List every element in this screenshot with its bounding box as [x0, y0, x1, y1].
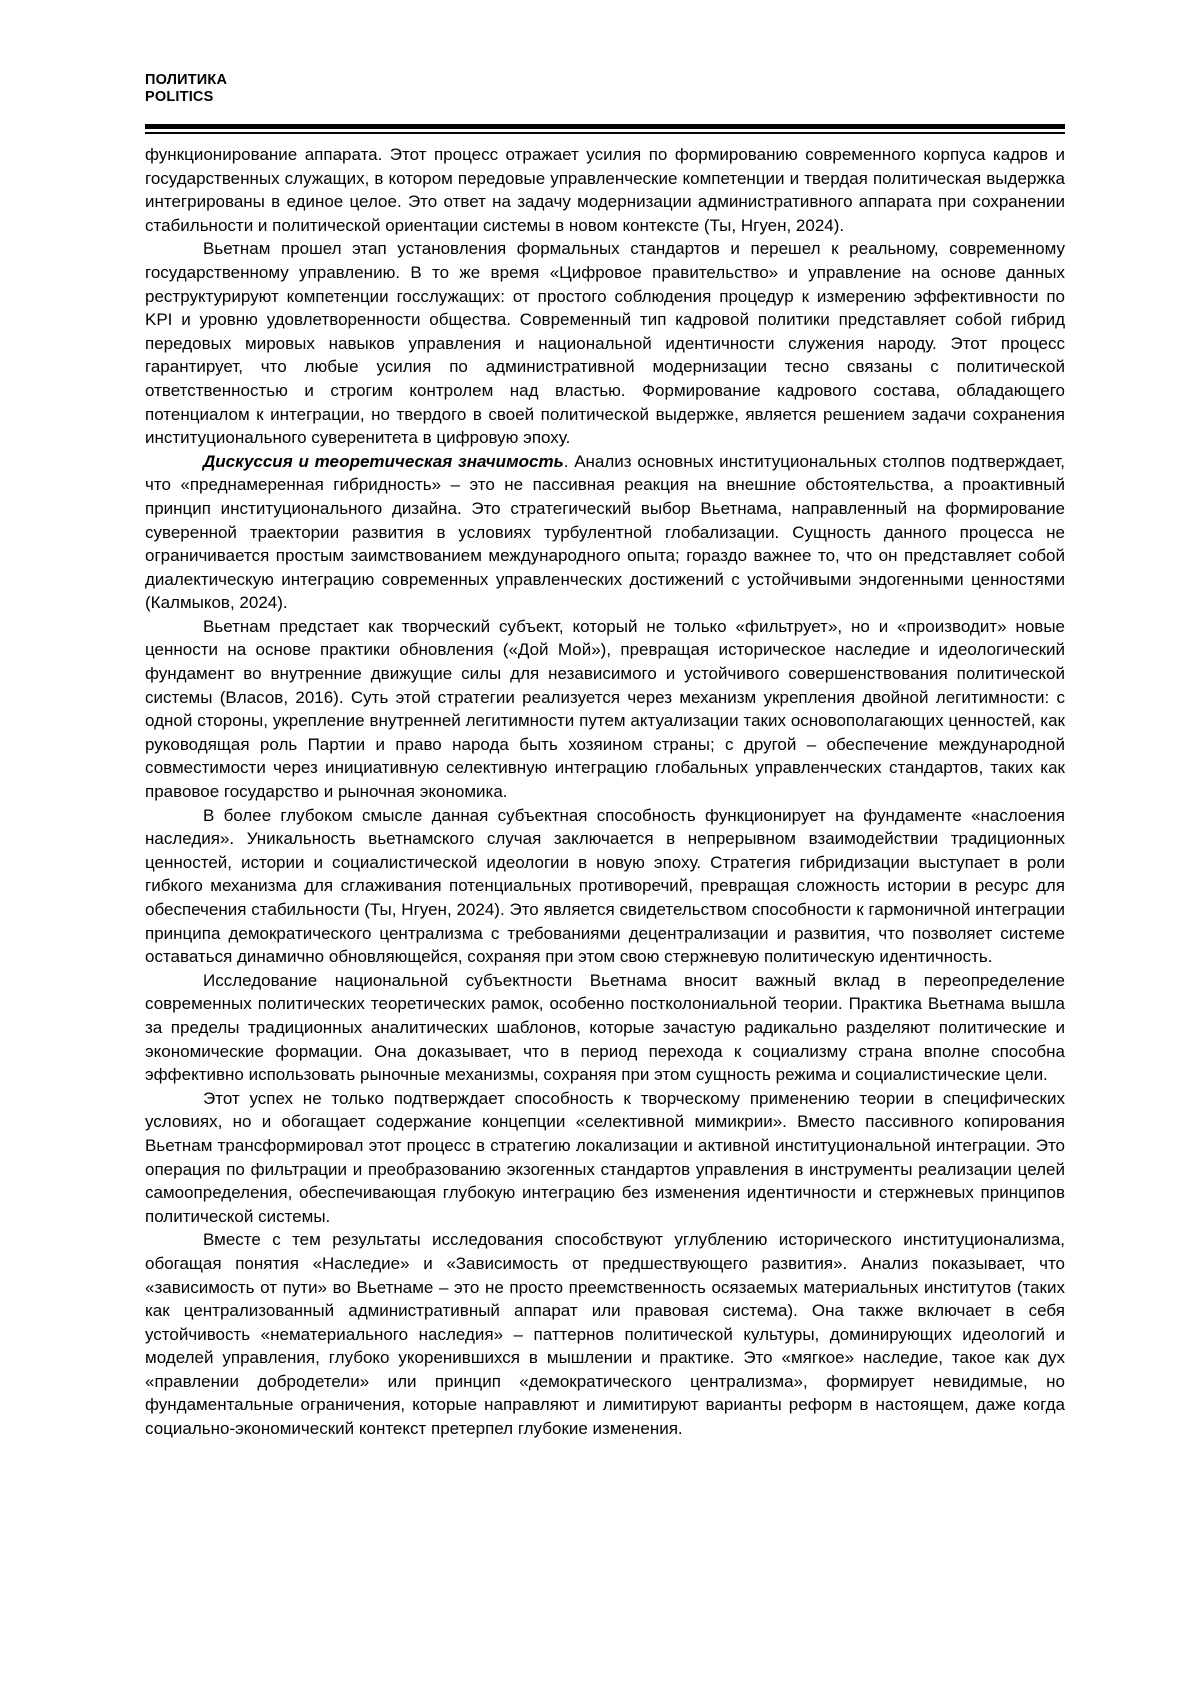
section-title-en: POLITICS [145, 89, 214, 105]
header-rule-thin [145, 132, 1065, 134]
paragraph: функционирование аппарата. Этот процесс отражает усилия по формированию современного корпуса кадров и государственных служащих, в котором передовые управленческие компетенции и твердая политическая выдержка интегрированы в единое целое. Это ответ на задачу модернизации административного аппарата при сохранении стабильности и политической ориентации системы в новом контексте (Ты, Нгуен, 2024). [145, 145, 1065, 235]
paragraph: Исследование национальной субъектности Вьетнама вносит важный вклад в переопределение современных политических теоретических рамок, особенно постколониальной теории. Практика Вьетнама вышла за пределы традиционных аналитических шаблонов, которые зачастую радикально разделяют политические и экономические формации. Она доказывает, что в период перехода к социализму страна вполне способна эффективно использовать рыночные механизмы, сохраняя при этом сущность режима и социалистические цели. [145, 970, 1065, 1085]
section-title-ru: ПОЛИТИКА [145, 72, 228, 88]
paragraph: Этот успех не только подтверждает способность к творческому применению теории в специфических условиях, но и обогащает содержание концепции «селективной мимикрии». Вместо пассивного копирования Вьетнам трансформировал этот процесс в стратегию локализации и активной институциональной интеграции. Это операция по фильтрации и преобразованию экзогенных стандартов управления в инструменты реализации целей самоопределения, обеспечивающая глубокую интеграцию без изменения идентичности и стержневых принципов политической системы. [145, 1088, 1065, 1226]
paragraph: В более глубоком смысле данная субъектная способность функционирует на фундаменте «наслоения наследия». Уникальность вьетнамского случая заключается в непрерывном взаимодействии традиционных ценностей, истории и социалистической идеологии в новую эпоху. Стратегия гибридизации выступает в роли гибкого механизма для сглаживания потенциальных противоречий, превращая сложность истории в ресурс для обеспечения стабильности (Ты, Нгуен, 2024). Это является свидетельством способности к гармоничной интеграции принципа демократического централизма с требованиями децентрализации и развития, что позволяет системе оставаться динамично обновляющейся, сохраняя при этом свою стержневую политическую идентичность. [145, 805, 1065, 967]
paragraph [145, 450, 1065, 615]
paragraph-text: . Анализ основных институциональных столпов подтверждает, что «преднамеренная гибридность» – это не пассивная реакция на внешние обстоятельства, а проактивный принцип институционального дизайна. Это стратегический выбор Вьетнама, направленный на формирование суверенной траектории развития в условиях турбулентной глобализации. Сущность данного процесса не ограничивается простым заимствованием международного опыта; гораздо важнее то, что он представляет собой диалектическую интеграцию современных управленческих достижений с устойчивыми эндогенными ценностями (Калмыков, 2024). [145, 451, 1066, 613]
paragraph: Вместе с тем результаты исследования способствуют углублению исторического институционализма, обогащая понятия «Наследие» и «Зависимость от предшествующего развития». Анализ показывает, что «зависимость от пути» во Вьетнаме – это не просто преемственность осязаемых материальных институтов (таких как централизованный административный аппарат или правовая система). Она также включает в себя устойчивость «нематериального наследия» – паттернов политической культуры, доминирующих идеологий и моделей управления, глубоко укоренившихся в мышлении и практике. Это «мягкое» наследие, такое как дух «правлении добродетели» или принцип «демократического централизма», формирует невидимые, но фундаментальные ограничения, которые направляют и лимитируют варианты реформ в настоящем, даже когда социально-экономический контекст претерпел глубокие изменения. [145, 1230, 1065, 1439]
article-body [145, 143, 1065, 1441]
paragraph: Вьетнам прошел этап установления формальных стандартов и перешел к реальному, современному государственному управлению. В то же время «Цифровое правительство» и управление на основе данных реструктурируют компетенции госслужащих: от простого соблюдения процедур к измерению эффективности по KPI и уровню удовлетворенности общества. Современный тип кадровой политики представляет собой гибрид передовых мировых навыков управления и национальной идентичности служения народу. Этот процесс гарантирует, что любые усилия по административной модернизации тесно связаны с политической ответственностью и строгим контролем над властью. Формирование кадрового состава, обладающего потенциалом к интеграции, но твердого в своей политической выдержке, является решением задачи сохранения институционального суверенитета в цифровую эпоху. [145, 239, 1065, 448]
running-head [145, 72, 227, 106]
section-lead: Дискуссия и теоретическая значимость [203, 451, 564, 471]
header-rule-thick [145, 124, 1065, 129]
paragraph: Вьетнам предстает как творческий субъект, который не только «фильтрует», но и «производит» новые ценности на основе практики обновления («Дой Мой»), превращая историческое наследие и идеологический фундамент во внутренние движущие силы для независимого и устойчивого совершенствования политической системы (Власов, 2016). Суть этой стратегии реализуется через механизм укрепления двойной легитимности: с одной стороны, укрепление внутренней легитимности путем актуализации таких основополагающих ценностей, как руководящая роль Партии и право народа быть хозяином страны; с другой – обеспечение международной совместимости через инициативную селективную интеграцию глобальных управленческих стандартов, таких как правовое государство и рыночная экономика. [145, 616, 1065, 802]
